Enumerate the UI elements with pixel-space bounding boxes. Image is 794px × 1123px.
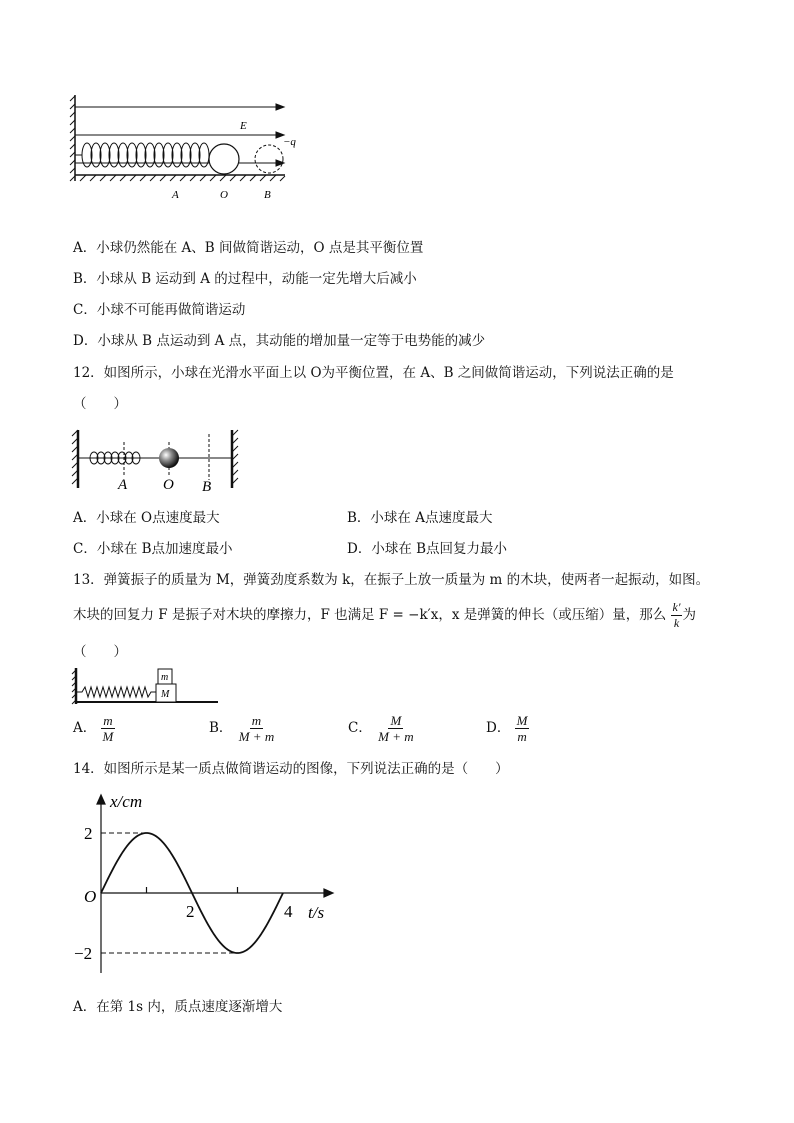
q13-figure xyxy=(72,666,222,708)
q13-option-a[interactable]: A． $\frac{m}{M}$ xyxy=(73,713,114,744)
q12-blank: （ ） xyxy=(73,396,127,412)
y-tick-label-neg2: −2 xyxy=(74,944,93,963)
ball-icon xyxy=(159,448,179,468)
q13-option-b[interactable]: B． $\frac{m}{M + m}$ xyxy=(209,713,275,744)
label-B: B xyxy=(264,189,271,201)
q13-stem-line1: 13．弹簧振子的质量为 M，弹簧劲度系数为 k，在振子上放一质量为 m 的木块，使两者一起振动，如图。 xyxy=(73,572,710,588)
x-axis-label: t/s xyxy=(308,903,325,922)
label-O: O xyxy=(220,189,228,201)
q12-figure xyxy=(72,428,242,495)
label-A: A xyxy=(172,189,179,201)
q11-option-c[interactable]: C．小球不可能再做简谐运动 xyxy=(73,302,246,318)
y-axis-label: x/cm xyxy=(110,792,143,811)
q12-option-c[interactable]: C．小球在 B点加速度最小 xyxy=(73,541,233,557)
q11-option-b[interactable]: B．小球从 B 运动到 A 的过程中，动能一定先增大后减小 xyxy=(73,271,417,287)
q11-figure xyxy=(70,95,310,205)
ball-icon xyxy=(209,144,239,174)
label-B: B xyxy=(202,479,212,495)
ratio-fraction: $\frac{k'}{k}$ xyxy=(672,600,681,630)
q13-option-d[interactable]: D． $\frac{M}{m}$ xyxy=(486,713,528,744)
q12-option-b[interactable]: B．小球在 A点速度最大 xyxy=(347,510,493,526)
x-tick-label-2: 2 xyxy=(186,902,195,921)
dashed-ball-icon xyxy=(255,145,283,173)
x-axis-arrow xyxy=(324,889,333,897)
q11-option-a[interactable]: A．小球仍然能在 A、B 间做简谐运动，O 点是其平衡位置 xyxy=(73,240,424,256)
q14-chart xyxy=(70,785,350,985)
q12-option-d[interactable]: D．小球在 B点回复力最小 xyxy=(347,541,508,557)
y-tick-label-2: 2 xyxy=(84,824,93,843)
label-M: M xyxy=(161,689,170,700)
label-E: E xyxy=(240,120,247,132)
y-axis-arrow xyxy=(97,795,105,804)
q12-stem: 12．如图所示，小球在光滑水平面上以 O为平衡位置，在 A、B 之间做简谐运动，下列说法正确的是 xyxy=(73,365,674,381)
label-A: A xyxy=(118,477,128,493)
origin-label: O xyxy=(84,887,97,906)
q13-option-c[interactable]: C． $\frac{M}{M + m}$ xyxy=(348,713,414,744)
x-tick-label-4: 4 xyxy=(284,902,293,921)
q11-option-d[interactable]: D．小球从 B 点运动到 A 点，其动能的增加量一定等于电势能的减少 xyxy=(73,333,486,349)
q12-option-a[interactable]: A．小球在 O点速度最大 xyxy=(73,510,220,526)
q13-stem-line2: 木块的回复力 F 是振子对木块的摩擦力，F 也满足 F = −k′x，x 是弹簧的伸长（或压缩）量，那么 $\frac{k'}{k}$ 为 xyxy=(73,600,696,630)
q14-stem: 14．如图所示是某一质点做简谐运动的图像，下列说法正确的是（ ） xyxy=(73,761,509,777)
label-O: O xyxy=(163,477,174,493)
label-q: −q xyxy=(283,136,296,148)
q14-option-a[interactable]: A．在第 1s 内，质点速度逐渐增大 xyxy=(73,999,283,1015)
q13-blank: （ ） xyxy=(73,644,127,660)
label-m: m xyxy=(161,672,169,683)
